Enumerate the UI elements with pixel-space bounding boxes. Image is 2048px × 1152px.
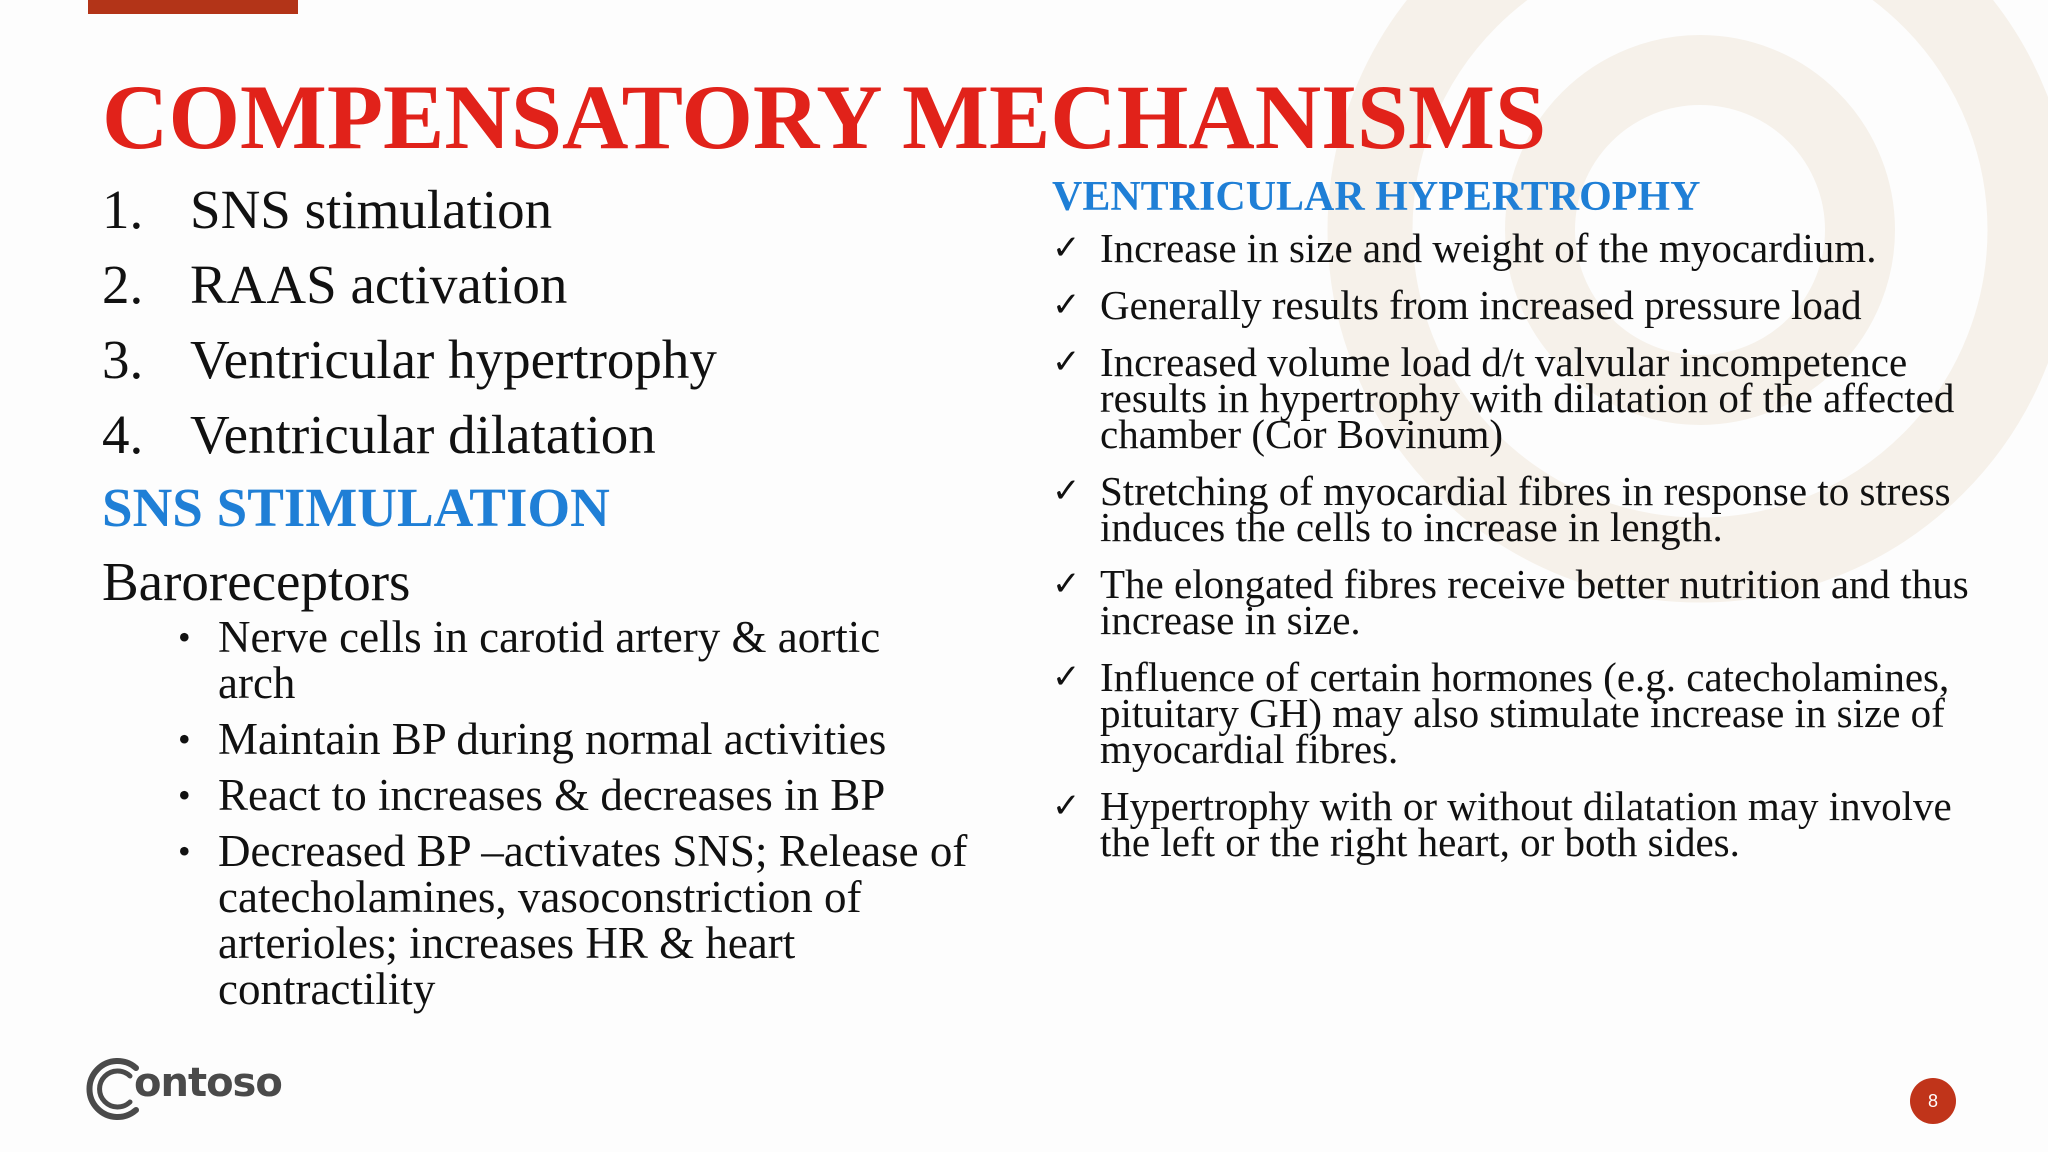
bullet-item bbox=[178, 614, 968, 706]
check-text: The elongated fibres receive better nutrition and thus increase in size. bbox=[1100, 561, 1969, 643]
bullet-text: React to increases & decreases in BP bbox=[218, 770, 886, 820]
list-number: 1. bbox=[102, 179, 144, 240]
list-text: Ventricular hypertrophy bbox=[190, 329, 717, 390]
logo-wordmark: ontoso bbox=[134, 1060, 282, 1106]
check-item bbox=[1052, 468, 2002, 550]
bullet-item bbox=[178, 772, 968, 818]
check-text: Increased volume load d/t valvular incompetence results in hypertrophy with dilatation of the affected chamber (Cor Bovinum) bbox=[1100, 339, 1955, 457]
list-text: RAAS activation bbox=[190, 254, 568, 315]
bullet-item bbox=[178, 828, 968, 1012]
check-text: Stretching of myocardial fibres in response to stress induces the cells to increase in length. bbox=[1100, 468, 1951, 550]
list-number: 3. bbox=[102, 329, 144, 390]
contoso-logo bbox=[84, 1054, 284, 1124]
baroreceptors-bullets bbox=[178, 614, 968, 1022]
list-item bbox=[102, 172, 717, 247]
check-text: Increase in size and weight of the myocardium. bbox=[1100, 225, 1877, 271]
list-text: Ventricular dilatation bbox=[190, 404, 656, 465]
check-text: Hypertrophy with or without dilatation may involve the left or the right heart, or both sides. bbox=[1100, 783, 1952, 865]
bullet-text: Nerve cells in carotid artery & aortic arch bbox=[218, 612, 881, 708]
checkmark-icon: ✓ bbox=[1052, 657, 1081, 697]
list-number: 2. bbox=[102, 254, 144, 315]
check-item bbox=[1052, 561, 2002, 643]
slide-title: COMPENSATORY MECHANISMS bbox=[102, 66, 1547, 168]
check-text: Influence of certain hormones (e.g. catecholamines, pituitary GH) may also stimulate increase in size of myocardial fibres. bbox=[1100, 654, 1950, 772]
checkmark-icon: ✓ bbox=[1052, 285, 1081, 325]
mechanisms-list bbox=[102, 172, 717, 472]
list-number: 4. bbox=[102, 404, 144, 465]
hypertrophy-checklist bbox=[1052, 225, 2002, 881]
check-item bbox=[1052, 282, 2002, 328]
checkmark-icon: ✓ bbox=[1052, 228, 1081, 268]
checkmark-icon: ✓ bbox=[1052, 342, 1081, 382]
bullet-dot-icon: • bbox=[178, 719, 191, 759]
page-number-badge: 8 bbox=[1910, 1078, 1956, 1124]
checkmark-icon: ✓ bbox=[1052, 786, 1081, 826]
checkmark-icon: ✓ bbox=[1052, 471, 1081, 511]
check-text: Generally results from increased pressure load bbox=[1100, 282, 1862, 328]
list-item bbox=[102, 322, 717, 397]
bullet-text: Maintain BP during normal activities bbox=[218, 714, 887, 764]
check-item bbox=[1052, 339, 2002, 457]
checkmark-icon: ✓ bbox=[1052, 564, 1081, 604]
bullet-text: Decreased BP –activates SNS; Release of catecholamines, vasoconstriction of arterioles; increases HR & heart contractility bbox=[218, 826, 968, 1014]
bullet-dot-icon: • bbox=[178, 775, 191, 815]
ventricular-hypertrophy-heading: VENTRICULAR HYPERTROPHY bbox=[1052, 174, 1701, 220]
baroreceptors-heading: Baroreceptors bbox=[102, 551, 411, 612]
check-item bbox=[1052, 654, 2002, 772]
check-item bbox=[1052, 225, 2002, 271]
list-item bbox=[102, 397, 717, 472]
check-item bbox=[1052, 783, 2002, 865]
bullet-dot-icon: • bbox=[178, 831, 191, 871]
list-text: SNS stimulation bbox=[190, 179, 553, 240]
accent-bar bbox=[88, 0, 298, 14]
bullet-dot-icon: • bbox=[178, 617, 191, 657]
sns-stimulation-heading: SNS STIMULATION bbox=[102, 477, 610, 538]
list-item bbox=[102, 247, 717, 322]
bullet-item bbox=[178, 716, 968, 762]
